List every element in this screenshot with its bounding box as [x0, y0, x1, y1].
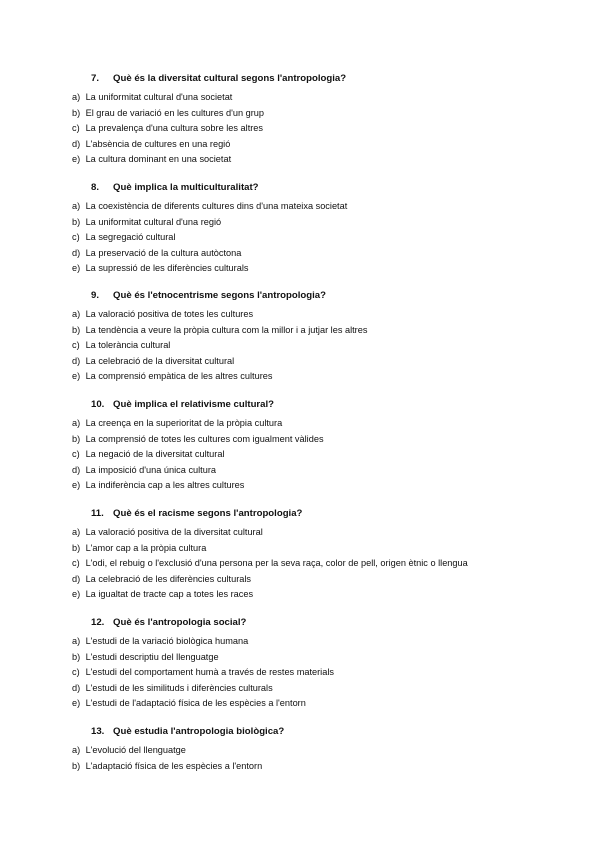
- option-c: [72, 230, 582, 246]
- option-letter: c): [72, 449, 80, 460]
- option-text: La preservació de la cultura autòctona: [85, 247, 242, 258]
- option-c: [72, 121, 582, 137]
- option-letter: a): [72, 418, 81, 428]
- option-text: L'amor cap a la pròpia cultura: [85, 542, 207, 553]
- option-letter: d): [72, 573, 81, 584]
- option-letter: a): [72, 527, 81, 537]
- option-list: [72, 307, 582, 385]
- option-letter: d): [72, 682, 81, 693]
- option-letter: d): [72, 355, 81, 366]
- option-letter: b): [72, 542, 81, 553]
- option-b: [72, 759, 582, 775]
- question-text: Què implica el relativisme cultural?: [113, 399, 275, 410]
- question-number: 7.: [91, 73, 100, 84]
- option-a: [72, 634, 582, 650]
- option-letter: d): [72, 247, 81, 258]
- option-list: [72, 634, 582, 712]
- question-text: Què és l'antropologia social?: [113, 617, 247, 628]
- option-a: [72, 307, 582, 323]
- option-letter: a): [72, 201, 81, 211]
- option-letter: b): [72, 651, 81, 662]
- question-title: [72, 617, 582, 629]
- option-e: [72, 152, 582, 168]
- question-text: Què és el racisme segons l'antropologia?: [113, 508, 303, 519]
- option-letter: a): [72, 745, 81, 755]
- question-title: [72, 399, 582, 411]
- option-letter: c): [72, 123, 80, 134]
- option-letter: c): [72, 340, 80, 351]
- option-letter: b): [72, 433, 81, 444]
- question-number: 13.: [91, 726, 105, 737]
- question-number: 8.: [91, 182, 100, 193]
- option-list: [72, 199, 582, 277]
- option-b: [72, 432, 582, 448]
- option-text: L'odi, el rebuig o l'exclusió d'una persona per la seva raça, color de pell, origen ètnic o llengua: [85, 558, 468, 569]
- option-e: [72, 696, 582, 712]
- question-title: [72, 290, 582, 302]
- question-text: Què estudia l'antropologia biològica?: [113, 726, 285, 737]
- option-letter: c): [72, 667, 80, 678]
- option-a: [72, 90, 582, 106]
- option-letter: e): [72, 698, 81, 709]
- question-number: 9.: [91, 290, 100, 301]
- question-text: Què és l'etnocentrisme segons l'antropologia?: [113, 290, 327, 301]
- option-d: [72, 354, 582, 370]
- option-d: [72, 572, 582, 588]
- question-number: 10.: [91, 399, 105, 410]
- option-b: [72, 541, 582, 557]
- option-letter: e): [72, 371, 81, 382]
- option-letter: b): [72, 216, 81, 227]
- option-text: L'estudi descriptiu del llenguatge: [85, 651, 219, 662]
- question-7: [72, 73, 582, 168]
- question-title: [72, 182, 582, 194]
- option-text: L'evolució del llenguatge: [85, 745, 186, 755]
- option-c: [72, 556, 582, 572]
- option-text: L'absència de cultures en una regió: [85, 138, 231, 149]
- option-letter: a): [72, 92, 81, 102]
- question-12: [72, 617, 582, 712]
- option-letter: a): [72, 309, 81, 319]
- option-text: L'adaptació física de les espècies a l'entorn: [85, 760, 263, 771]
- option-list: [72, 416, 582, 494]
- option-b: [72, 215, 582, 231]
- option-letter: e): [72, 480, 81, 491]
- option-e: [72, 369, 582, 385]
- option-e: [72, 587, 582, 603]
- option-text: La coexistència de diferents cultures dins d'una mateixa societat: [85, 201, 348, 211]
- option-text: La comprensió de totes les cultures com igualment vàlides: [85, 433, 324, 444]
- option-letter: b): [72, 324, 81, 335]
- option-text: La uniformitat cultural d'una regió: [85, 216, 222, 227]
- question-title: [72, 73, 582, 85]
- option-text: L'estudi de l'adaptació física de les espècies a l'entorn: [85, 698, 306, 709]
- option-text: La tolerància cultural: [85, 340, 171, 351]
- option-letter: c): [72, 232, 80, 243]
- option-letter: d): [72, 138, 81, 149]
- option-text: La uniformitat cultural d'una societat: [85, 92, 233, 102]
- option-list: [72, 90, 582, 168]
- question-13: [72, 726, 582, 774]
- option-text: La celebració de la diversitat cultural: [85, 355, 235, 366]
- question-11: [72, 508, 582, 603]
- option-text: La cultura dominant en una societat: [85, 154, 232, 165]
- option-d: [72, 137, 582, 153]
- question-9: [72, 290, 582, 385]
- option-c: [72, 338, 582, 354]
- option-letter: a): [72, 636, 81, 646]
- option-text: La tendència a veure la pròpia cultura com la millor i a jutjar les altres: [85, 324, 368, 335]
- question-title: [72, 726, 582, 738]
- option-text: La creença en la superioritat de la pròpia cultura: [85, 418, 283, 428]
- option-list: [72, 743, 582, 774]
- option-letter: c): [72, 558, 80, 569]
- question-number: 12.: [91, 617, 105, 628]
- question-8: [72, 182, 582, 277]
- option-text: La igualtat de tracte cap a totes les races: [85, 589, 254, 600]
- option-text: L'estudi del comportament humà a través de restes materials: [85, 667, 334, 678]
- option-text: La supressió de les diferències culturals: [85, 263, 249, 274]
- option-d: [72, 463, 582, 479]
- option-e: [72, 478, 582, 494]
- option-b: [72, 650, 582, 666]
- option-text: La valoració positiva de la diversitat cultural: [85, 527, 263, 537]
- option-text: El grau de variació en les cultures d'un grup: [85, 107, 265, 118]
- question-number: 11.: [91, 508, 104, 519]
- option-letter: b): [72, 107, 81, 118]
- option-a: [72, 416, 582, 432]
- option-c: [72, 447, 582, 463]
- option-letter: b): [72, 760, 81, 771]
- option-a: [72, 743, 582, 759]
- option-letter: e): [72, 589, 81, 600]
- question-title: [72, 508, 582, 520]
- option-e: [72, 261, 582, 277]
- option-a: [72, 525, 582, 541]
- question-text: Què implica la multiculturalitat?: [113, 182, 259, 193]
- option-text: L'estudi de les similituds i diferències culturals: [85, 682, 273, 693]
- option-text: La imposició d'una única cultura: [85, 464, 217, 475]
- option-a: [72, 199, 582, 215]
- question-10: [72, 399, 582, 494]
- option-d: [72, 246, 582, 262]
- option-c: [72, 665, 582, 681]
- question-text: Què és la diversitat cultural segons l'antropologia?: [113, 73, 347, 84]
- option-list: [72, 525, 582, 603]
- option-letter: e): [72, 154, 81, 165]
- option-b: [72, 323, 582, 339]
- option-text: La celebració de les diferències culturals: [85, 573, 252, 584]
- option-text: La negació de la diversitat cultural: [85, 449, 225, 460]
- option-text: La prevalença d'una cultura sobre les altres: [85, 123, 264, 134]
- option-text: La valoració positiva de totes les cultures: [85, 309, 254, 319]
- option-text: La indiferència cap a les altres cultures: [85, 480, 245, 491]
- option-d: [72, 681, 582, 697]
- option-text: La comprensió empàtica de les altres cultures: [85, 371, 273, 382]
- option-text: La segregació cultural: [85, 232, 176, 243]
- option-letter: e): [72, 263, 81, 274]
- option-b: [72, 106, 582, 122]
- option-text: L'estudi de la variació biològica humana: [85, 636, 249, 646]
- option-letter: d): [72, 464, 81, 475]
